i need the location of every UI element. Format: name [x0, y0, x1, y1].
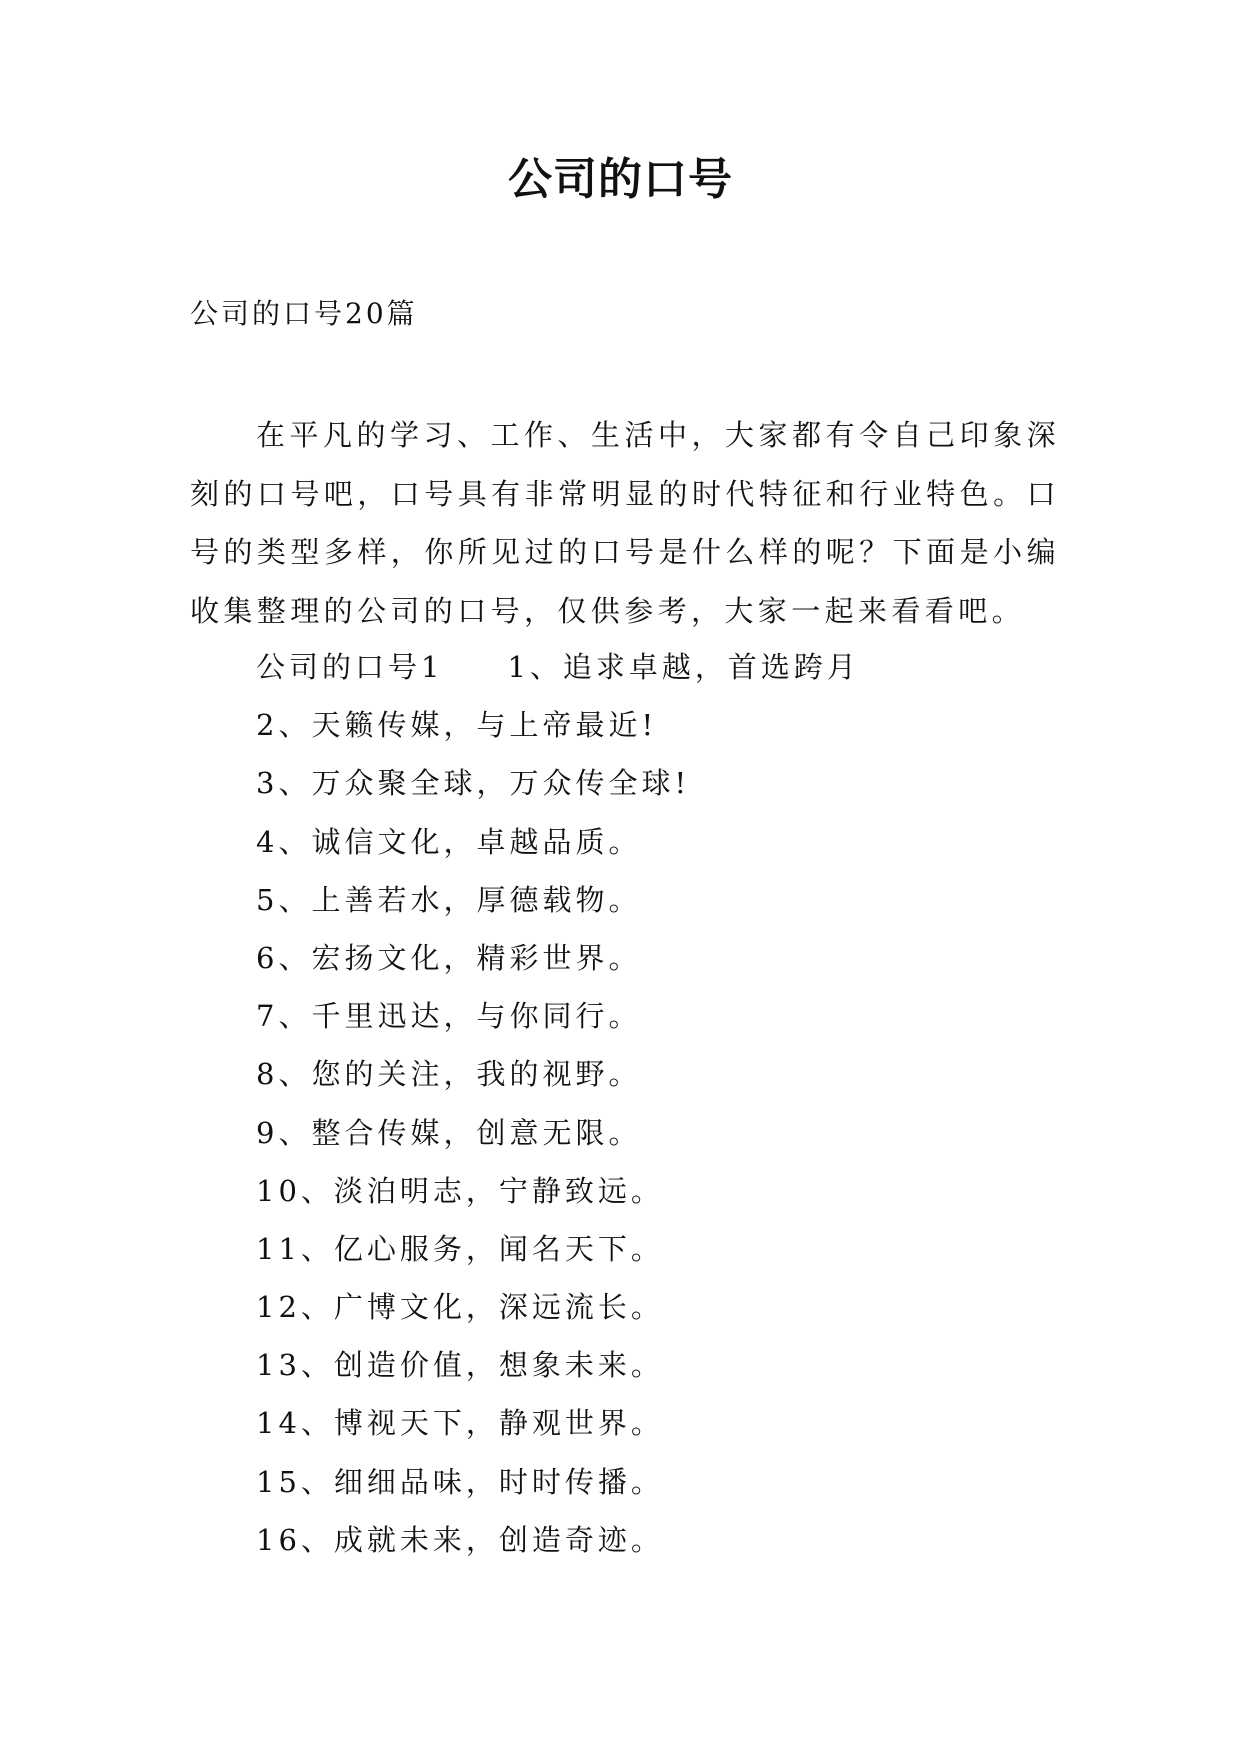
list-item	[256, 813, 860, 871]
list-item	[256, 1104, 860, 1162]
list-item	[256, 987, 860, 1045]
list-item	[256, 696, 860, 754]
document-title: 公司的口号	[508, 154, 733, 205]
list-item	[256, 1394, 860, 1452]
intro-paragraph: 在平凡的学习、工作、生活中，大家都有令自己印象深刻的口号吧，口号具有非常明显的时代特征和行业特色。口号的类型多样，你所见过的口号是什么样的呢？下面是小编收集整理的公司的口号，仅供参考，大家一起来看看吧。	[190, 418, 1060, 628]
slogan-text: 3、万众聚全球，万众传全球!	[256, 766, 691, 801]
list-item	[256, 1278, 860, 1336]
slogan-text: 14、博视天下，静观世界。	[256, 1406, 664, 1441]
slogan-text: 1、追求卓越，首选跨月	[507, 650, 860, 684]
slogan-text: 16、成就未来，创造奇迹。	[256, 1522, 664, 1557]
slogan-text: 6、宏扬文化，精彩世界。	[256, 940, 642, 975]
list-item	[256, 1162, 860, 1220]
list-item	[256, 1336, 860, 1394]
slogan-text: 7、千里迅达，与你同行。	[256, 999, 642, 1034]
slogan-text: 4、诚信文化，卓越品质。	[256, 824, 642, 859]
list-item	[256, 1220, 860, 1278]
document-subtitle: 公司的口号20篇	[190, 297, 418, 330]
slogan-text: 8、您的关注，我的视野。	[256, 1057, 642, 1092]
list-item	[256, 1453, 860, 1511]
slogan-text: 15、细细品味，时时传播。	[256, 1464, 664, 1499]
list-item	[256, 638, 860, 696]
section-heading: 公司的口号1	[256, 650, 444, 684]
slogan-text: 9、整合传媒，创意无限。	[256, 1115, 642, 1150]
slogan-text: 11、亿心服务，闻名天下。	[256, 1231, 664, 1266]
slogan-text: 2、天籁传媒，与上帝最近!	[256, 708, 658, 743]
slogan-text: 10、淡泊明志，宁静致远。	[256, 1173, 664, 1208]
list-item	[256, 1045, 860, 1103]
slogan-text: 12、广博文化，深远流长。	[256, 1290, 664, 1325]
slogan-text: 5、上善若水，厚德载物。	[256, 882, 642, 917]
list-item	[256, 754, 860, 812]
list-item	[256, 929, 860, 987]
slogan-list	[256, 638, 860, 1569]
list-item	[256, 1511, 860, 1569]
slogan-text: 13、创造价值，想象未来。	[256, 1348, 664, 1383]
list-item	[256, 871, 860, 929]
